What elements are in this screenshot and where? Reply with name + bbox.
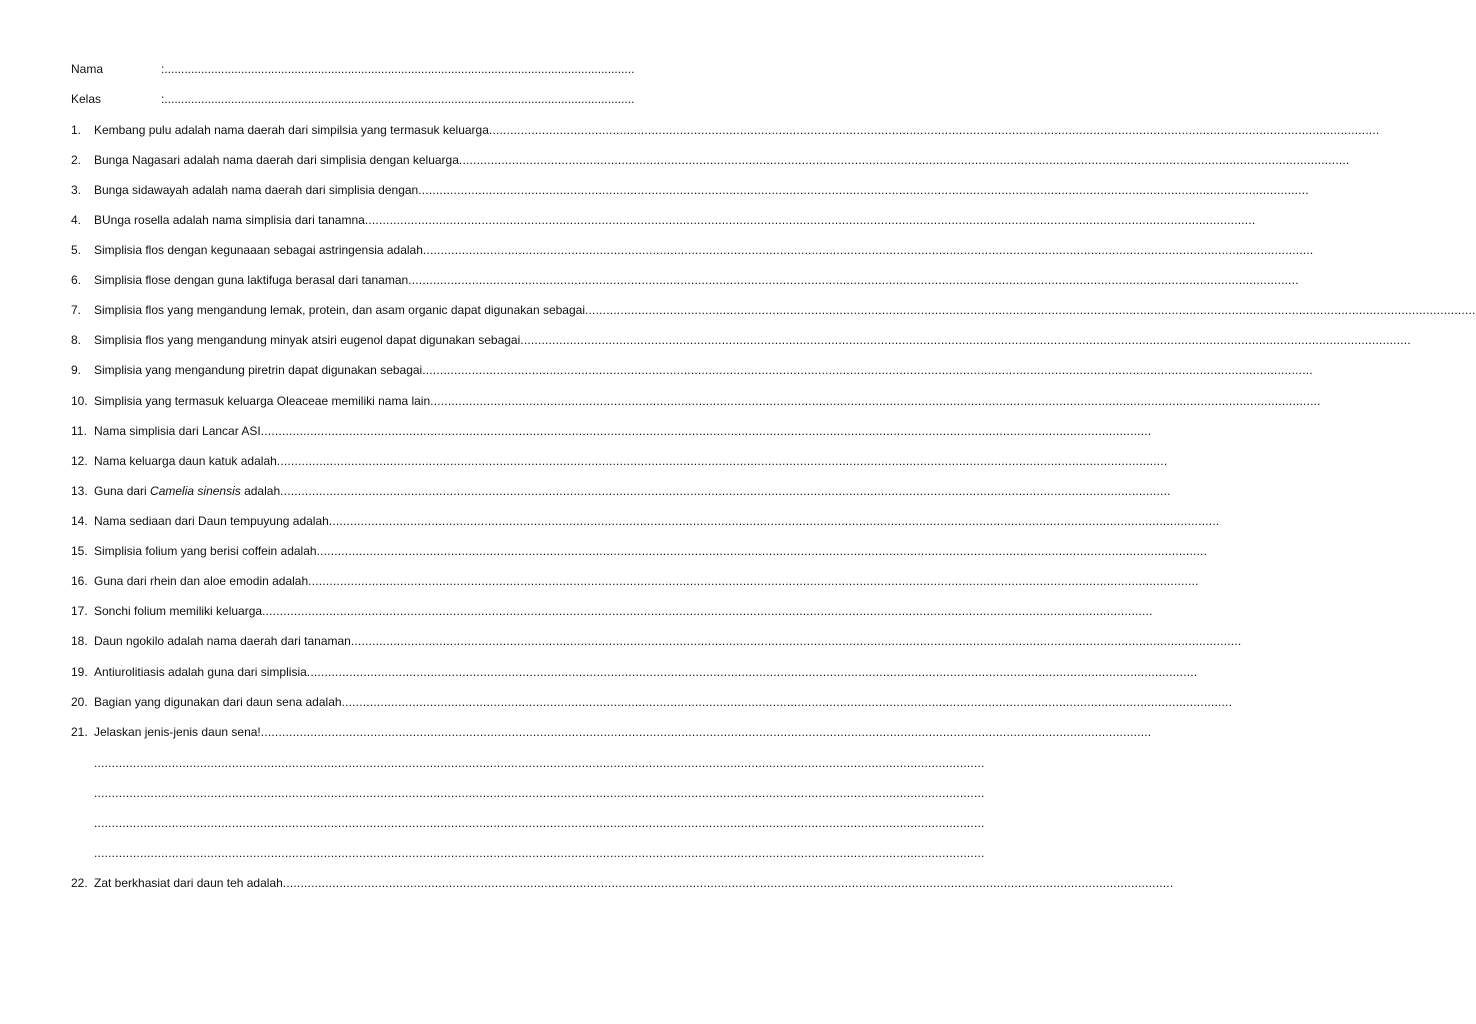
- question-15: [71, 544, 1208, 560]
- answer-line[interactable]: ............................................................................................................................................................................................................................................................: [364, 213, 1256, 227]
- question-text: BUnga rosella adalah nama simplisia dari tanamna: [94, 213, 365, 227]
- kelas-answer-line[interactable]: :.............................................................................................................................................: [161, 92, 635, 106]
- question-text: Bagian yang digunakan dari daun sena adalah: [94, 695, 342, 709]
- answer-line[interactable]: ............................................................................................................................................................................................................................................................: [94, 846, 985, 860]
- question-number: 3.: [71, 183, 82, 197]
- question-number: 21.: [71, 725, 88, 739]
- question-20: [71, 695, 1233, 711]
- question-number: 18.: [71, 634, 88, 648]
- question-13: [71, 484, 1171, 500]
- answer-line[interactable]: ............................................................................................................................................................................................................................................................: [94, 816, 985, 830]
- question-number: 20.: [71, 695, 88, 709]
- question-text: Simplisia flose dengan guna laktifuga berasal dari tanaman: [94, 273, 409, 287]
- question-text: Kembang pulu adalah nama daerah dari simpilsia yang termasuk keluarga: [94, 123, 489, 137]
- answer-line[interactable]: ............................................................................................................................................................................................................................................................: [584, 303, 1476, 317]
- question-2: [71, 153, 1350, 169]
- question-text: Simplisia flos yang mengandung lemak, protein, dan asam organic dapat digunakan sebagai: [94, 303, 585, 317]
- question-text: Nama keluarga daun katuk adalah: [94, 454, 277, 468]
- answer-line[interactable]: ............................................................................................................................................................................................................................................................: [94, 756, 985, 770]
- species-name: Camelia sinensis: [150, 484, 241, 498]
- question-number: 11.: [71, 424, 87, 438]
- answer-line[interactable]: ............................................................................................................................................................................................................................................................: [306, 665, 1198, 679]
- question-text: Nama simplisia dari Lancar ASI: [94, 424, 261, 438]
- question-14: [71, 514, 1220, 530]
- nama-field[interactable]: [71, 62, 651, 78]
- kelas-field[interactable]: [71, 92, 651, 108]
- question-number: 5.: [71, 243, 82, 257]
- question-text: Guna dari rhein dan aloe emodin adalah: [94, 574, 309, 588]
- question-number: 16.: [71, 574, 88, 588]
- question-text: Nama sediaan dari Daun tempuyung adalah: [94, 514, 329, 528]
- question-text: Simplisia flos dengan kegunaaan sebagai astringensia adalah: [94, 243, 423, 257]
- question-4: [71, 213, 1256, 229]
- question-text: Simplisia folium yang berisi coffein adalah: [94, 544, 317, 558]
- question-number: 4.: [71, 213, 82, 227]
- answer-line[interactable]: ............................................................................................................................................................................................................................................................: [520, 333, 1411, 347]
- question-12: [71, 454, 1168, 470]
- answer-line[interactable]: ............................................................................................................................................................................................................................................................: [488, 123, 1380, 137]
- answer-line[interactable]: ............................................................................................................................................................................................................................................................: [328, 514, 1220, 528]
- answer-line[interactable]: ............................................................................................................................................................................................................................................................: [408, 273, 1299, 287]
- answer-line[interactable]: ............................................................................................................................................................................................................................................................: [260, 725, 1152, 739]
- question-21: [71, 725, 1152, 741]
- question-number: 6.: [71, 273, 82, 287]
- question-11: [71, 424, 1152, 440]
- question-8: [71, 333, 1411, 349]
- question-number: 19.: [71, 665, 88, 679]
- answer-line[interactable]: ............................................................................................................................................................................................................................................................: [341, 695, 1233, 709]
- question-text: Sonchi folium memiliki keluarga: [94, 604, 263, 618]
- answer-line[interactable]: ............................................................................................................................................................................................................................................................: [276, 454, 1168, 468]
- question-10: [71, 394, 1321, 410]
- question-5: [71, 243, 1314, 259]
- answer-continuation-line[interactable]: [94, 786, 985, 802]
- answer-continuation-line[interactable]: [94, 846, 985, 862]
- answer-line[interactable]: ............................................................................................................................................................................................................................................................: [260, 424, 1152, 438]
- question-text: Daun ngokilo adalah nama daerah dari tanaman: [94, 634, 351, 648]
- question-text: [94, 484, 280, 498]
- question-text: Jelaskan jenis-jenis daun sena!: [94, 725, 261, 739]
- question-number: 10.: [71, 394, 88, 408]
- answer-line[interactable]: ............................................................................................................................................................................................................................................................: [308, 574, 1199, 588]
- question-text: Zat berkhasiat dari daun teh adalah: [94, 876, 283, 890]
- question-9: [71, 363, 1313, 379]
- question-number: 9.: [71, 363, 82, 377]
- answer-line[interactable]: ............................................................................................................................................................................................................................................................: [94, 786, 985, 800]
- question-text: Bunga sidawayah adalah nama daerah dari simplisia dengan: [94, 183, 419, 197]
- answer-line[interactable]: ............................................................................................................................................................................................................................................................: [262, 604, 1153, 618]
- answer-line[interactable]: ............................................................................................................................................................................................................................................................: [458, 153, 1350, 167]
- answer-continuation-line[interactable]: [94, 816, 985, 832]
- question-number: 12.: [71, 454, 88, 468]
- question-text: Bunga Nagasari adalah nama daerah dari simplisia dengan keluarga: [94, 153, 459, 167]
- answer-line[interactable]: ............................................................................................................................................................................................................................................................: [422, 363, 1313, 377]
- answer-line[interactable]: ............................................................................................................................................................................................................................................................: [418, 183, 1309, 197]
- question-text: Simplisia yang termasuk keluarga Oleaceae memiliki nama lain: [94, 394, 431, 408]
- question-22: [71, 876, 1174, 892]
- answer-line[interactable]: ............................................................................................................................................................................................................................................................: [280, 484, 1171, 498]
- question-19: [71, 665, 1198, 681]
- nama-answer-line[interactable]: :.............................................................................................................................................: [161, 62, 635, 76]
- question-18: [71, 634, 1242, 650]
- question-1: [71, 123, 1380, 139]
- question-number: 13.: [71, 484, 88, 498]
- question-number: 15.: [71, 544, 88, 558]
- kelas-label: Kelas: [71, 92, 102, 106]
- question-number: 2.: [71, 153, 82, 167]
- question-text: Simplisia yang mengandung piretrin dapat digunakan sebagai: [94, 363, 423, 377]
- answer-line[interactable]: ............................................................................................................................................................................................................................................................: [430, 394, 1321, 408]
- question-number: 7.: [71, 303, 82, 317]
- question-text: Simplisia flos yang mengandung minyak atsiri eugenol dapat digunakan sebagai: [94, 333, 521, 347]
- question-6: [71, 273, 1299, 289]
- answer-line[interactable]: ............................................................................................................................................................................................................................................................: [350, 634, 1242, 648]
- question-text: Antiurolitiasis adalah guna dari simplisia: [94, 665, 307, 679]
- question-text-pre: Guna dari: [94, 484, 151, 498]
- question-number: 1.: [71, 123, 82, 137]
- question-number: 22.: [71, 876, 88, 890]
- question-number: 8.: [71, 333, 82, 347]
- answer-line[interactable]: ............................................................................................................................................................................................................................................................: [316, 544, 1208, 558]
- question-number: 17.: [71, 604, 88, 618]
- question-17: [71, 604, 1153, 620]
- question-7: [71, 303, 1476, 319]
- question-text-post: adalah: [240, 484, 281, 498]
- answer-continuation-line[interactable]: [94, 756, 985, 772]
- question-3: [71, 183, 1309, 199]
- answer-line[interactable]: ............................................................................................................................................................................................................................................................: [282, 876, 1174, 890]
- question-number: 14.: [71, 514, 88, 528]
- question-16: [71, 574, 1199, 590]
- answer-line[interactable]: ............................................................................................................................................................................................................................................................: [422, 243, 1314, 257]
- nama-label: Nama: [71, 62, 104, 76]
